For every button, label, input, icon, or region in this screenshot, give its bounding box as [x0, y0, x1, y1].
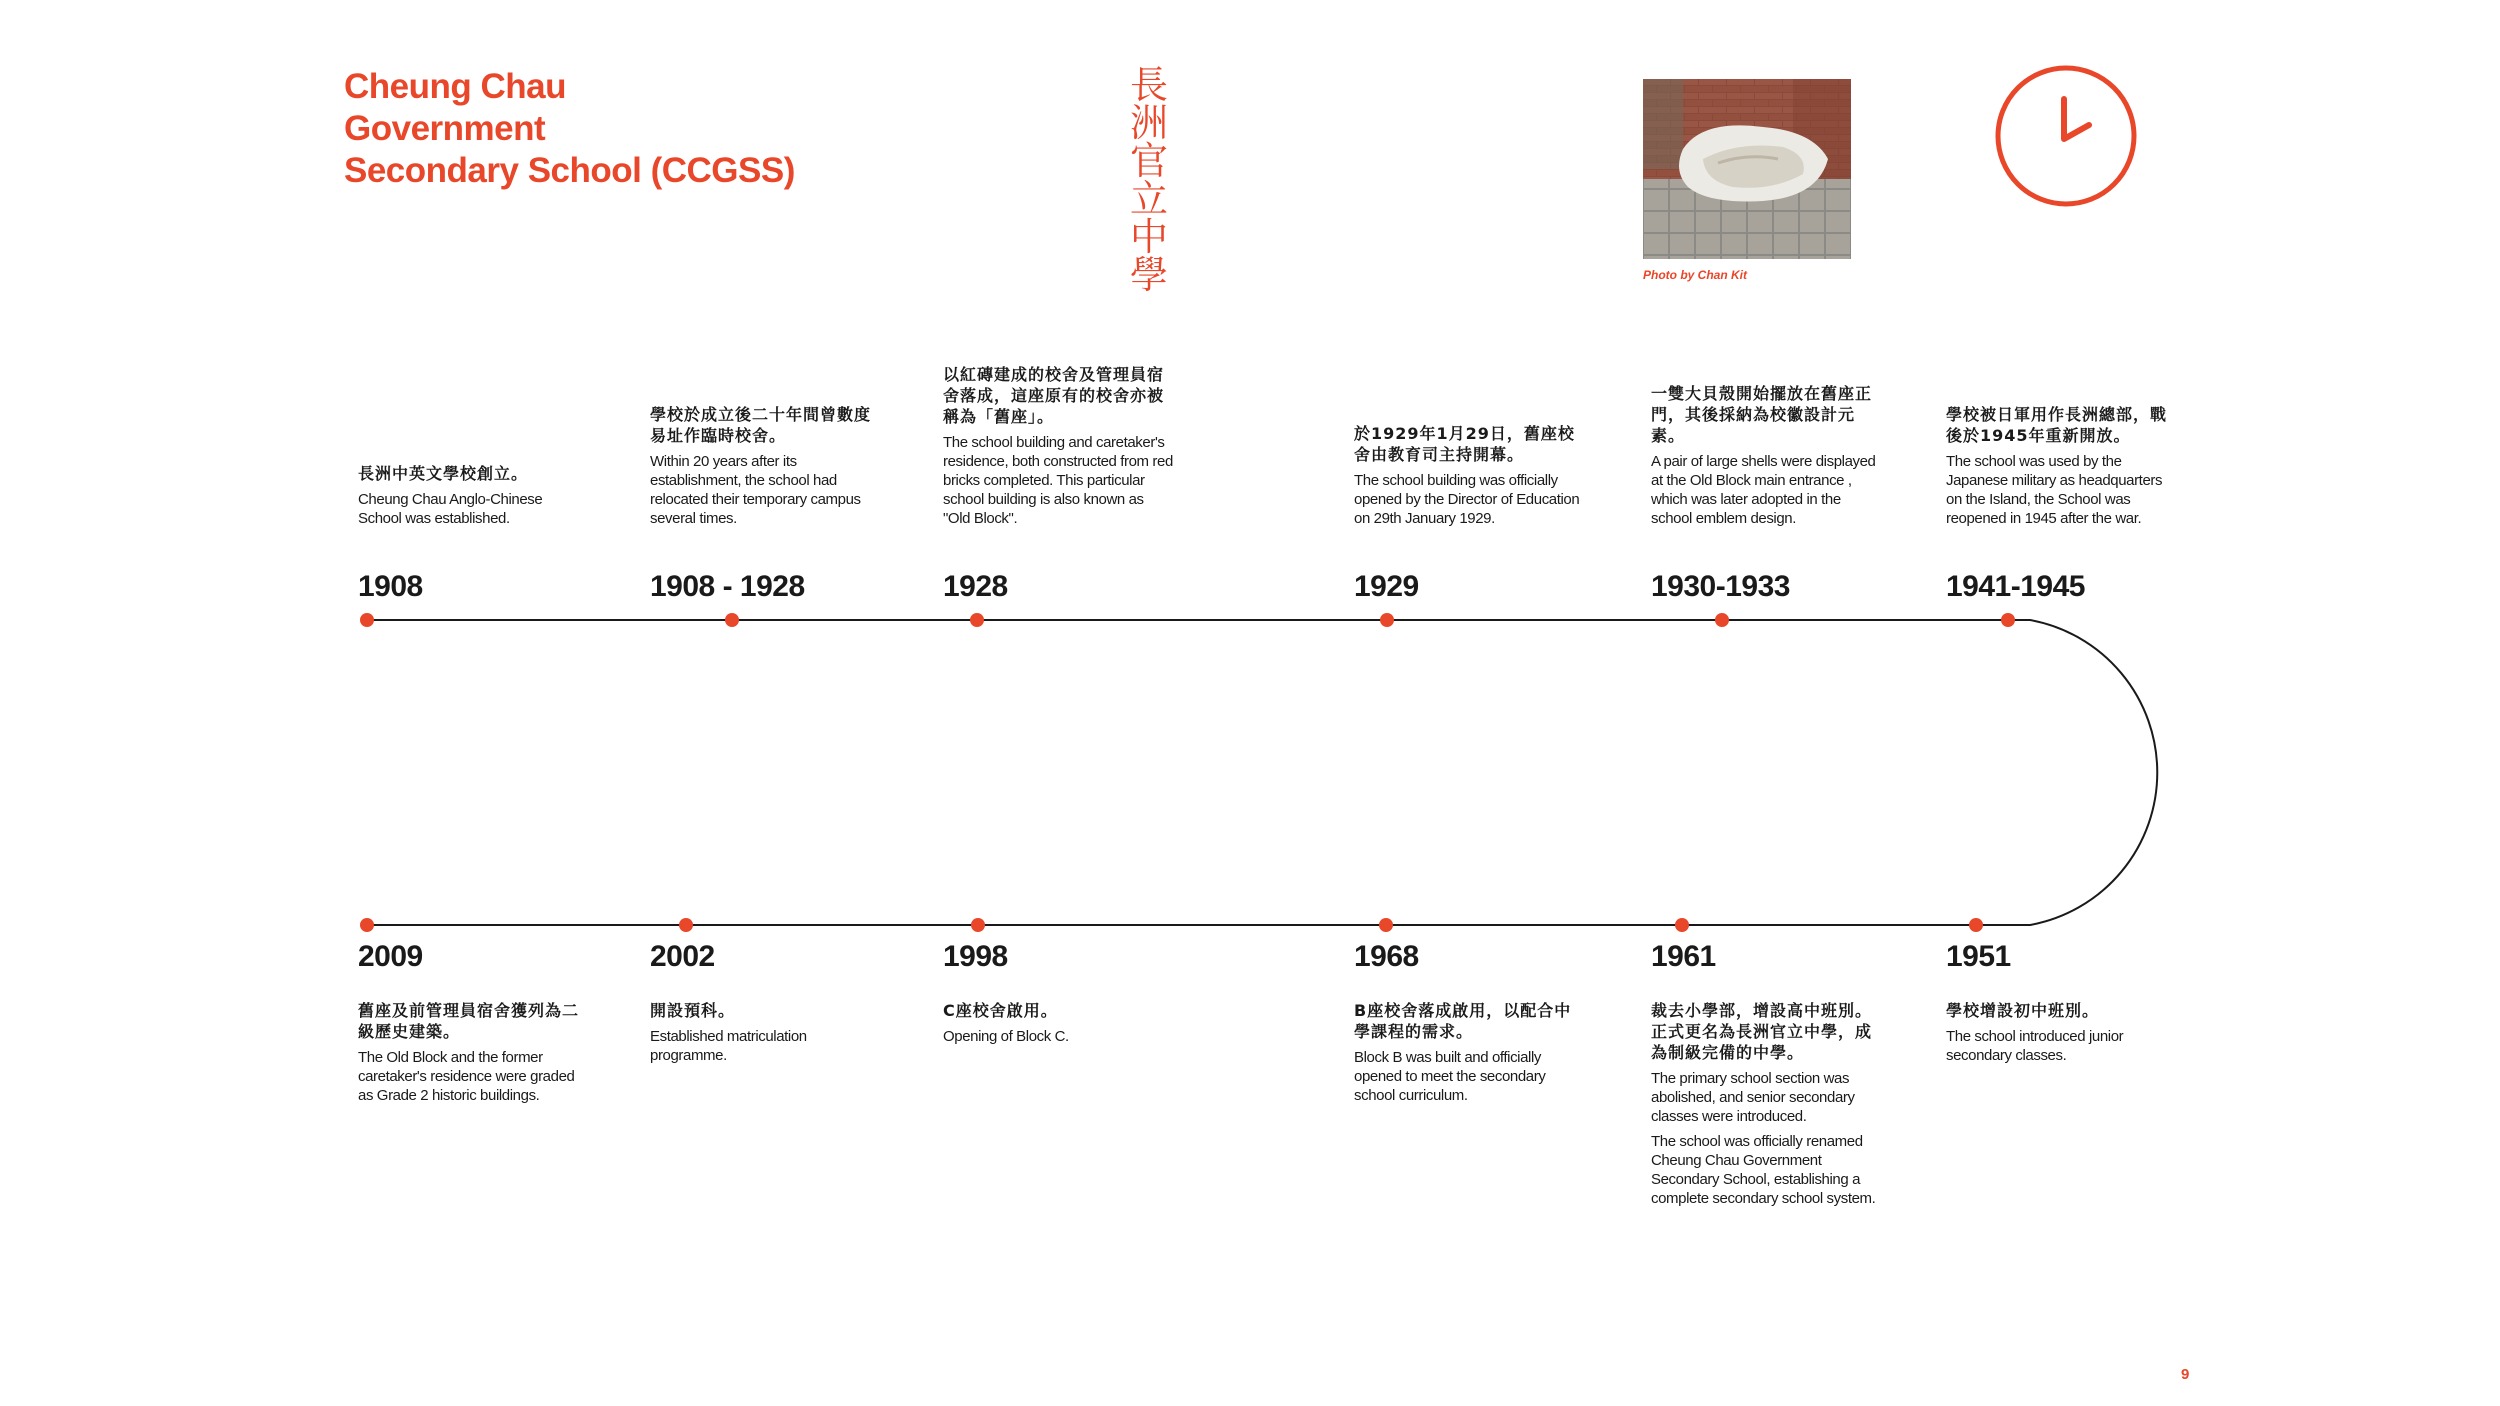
entry-text-zh: 以紅磚建成的校舍及管理員宿舍落成，這座原有的校舍亦被稱為「舊座」。 [943, 365, 1165, 426]
timeline-dot [360, 918, 374, 932]
entry-text-zh: 學校增設初中班別。 [1946, 1001, 2100, 1020]
timeline-dot [360, 613, 374, 627]
entry-text-zh: 舊座及前管理員宿舍獲列為二級歷史建築。 [358, 1001, 580, 1041]
timeline-dot [970, 613, 984, 627]
timeline-entry [1946, 404, 2176, 534]
timeline-year: 1908 [358, 570, 423, 603]
page-number: 9 [2181, 1366, 2190, 1383]
entry-text-en: The school building was officially opened by the Director of Education on 29th January 1929. [1354, 472, 1580, 527]
timeline-dot [2001, 613, 2015, 627]
entry-text-en-2: The school was officially renamed Cheung Chau Government Secondary School, establishing a complete secondary school system. [1651, 1133, 1876, 1207]
timeline-year: 1908 - 1928 [650, 570, 805, 603]
entry-text-en: The school building and caretaker's residence, both constructed from red bricks completed. This particular school building is also known as "Old Block". [943, 434, 1173, 527]
timeline-entry [358, 463, 588, 534]
title-line: Government [344, 109, 546, 148]
timeline-year: 1929 [1354, 570, 1419, 603]
timeline-entry [650, 404, 880, 534]
chinese-vertical-title: 長 洲 官 立 中 學 [1129, 63, 1168, 297]
timeline-entry [1354, 423, 1584, 534]
timeline-dot [1380, 613, 1394, 627]
entry-text-zh: B座校舍落成啟用，以配合中學課程的需求。 [1354, 1001, 1572, 1041]
timeline-year: 1998 [943, 940, 1008, 973]
timeline-year: 1941-1945 [1946, 570, 2085, 603]
entry-text-zh: 學校被日軍用作長洲總部，戰後於1945年重新開放。 [1946, 405, 2168, 445]
timeline-dot [971, 918, 985, 932]
timeline-year: 1961 [1651, 940, 1716, 973]
title-line: Secondary School (CCGSS) [344, 151, 795, 190]
timeline-year: 1951 [1946, 940, 2011, 973]
entry-text-zh: C座校舍啟用。 [943, 1001, 1058, 1020]
timeline-entry [358, 1000, 588, 1111]
entry-text-en: The primary school section was abolished, and senior secondary classes were introduced. [1651, 1070, 1855, 1125]
entry-text-zh: 開設預科。 [650, 1001, 736, 1020]
entry-text-en: Established matriculation programme. [650, 1028, 807, 1064]
timeline-year: 2009 [358, 940, 423, 973]
entry-text-zh: 長洲中英文學校創立。 [358, 464, 529, 483]
entry-text-zh: 於1929年1月29日，舊座校舍由教育司主持開幕。 [1354, 424, 1575, 464]
timeline-line [367, 620, 2157, 925]
timeline-year: 1930-1933 [1651, 570, 1790, 603]
timeline-dot [1715, 613, 1729, 627]
entry-text-en: Within 20 years after its establishment, the school had relocated their temporary campus several times. [650, 453, 861, 527]
photo-credit: Photo by Chan Kit [1643, 268, 1747, 282]
entry-text-zh: 學校於成立後二十年間曾數度易址作臨時校舍。 [650, 405, 872, 445]
timeline-entry [943, 1000, 1173, 1052]
timeline-entry [1651, 1000, 1881, 1214]
entry-text-en: The school introduced junior secondary classes. [1946, 1028, 2124, 1064]
entry-text-en: A pair of large shells were displayed at the Old Block main entrance , which was later adopted in the school emblem design. [1651, 453, 1876, 527]
timeline-dot [725, 613, 739, 627]
timeline-dot [1379, 918, 1393, 932]
timeline-year: 1968 [1354, 940, 1419, 973]
entry-text-en: The Old Block and the former caretaker's residence were graded as Grade 2 historic buildings. [358, 1049, 575, 1104]
timeline-year: 2002 [650, 940, 715, 973]
entry-text-zh: 裁去小學部，增設高中班別。正式更名為長洲官立中學，成為制級完備的中學。 [1651, 1001, 1873, 1062]
timeline-entry [650, 1000, 880, 1071]
timeline-year: 1928 [943, 570, 1008, 603]
timeline-entry [1651, 383, 1881, 534]
timeline-entry [943, 364, 1173, 534]
timeline-dot [1969, 918, 1983, 932]
timeline-entry [1946, 1000, 2176, 1071]
timeline-dot [1675, 918, 1689, 932]
timeline-entry [1354, 1000, 1584, 1111]
entry-text-en: Opening of Block C. [943, 1028, 1069, 1045]
entry-text-en: The school was used by the Japanese military as headquarters on the Island, the School was reopened in 1945 after the war. [1946, 453, 2163, 527]
entry-text-en: Cheung Chau Anglo-Chinese School was established. [358, 491, 543, 527]
entry-text-zh: 一雙大貝殼開始擺放在舊座正門，其後採納為校徽設計元素。 [1651, 384, 1873, 445]
title-line: Cheung Chau [344, 67, 566, 106]
entry-text-en: Block B was built and officially opened to meet the secondary school curriculum. [1354, 1049, 1546, 1104]
timeline-dot [679, 918, 693, 932]
